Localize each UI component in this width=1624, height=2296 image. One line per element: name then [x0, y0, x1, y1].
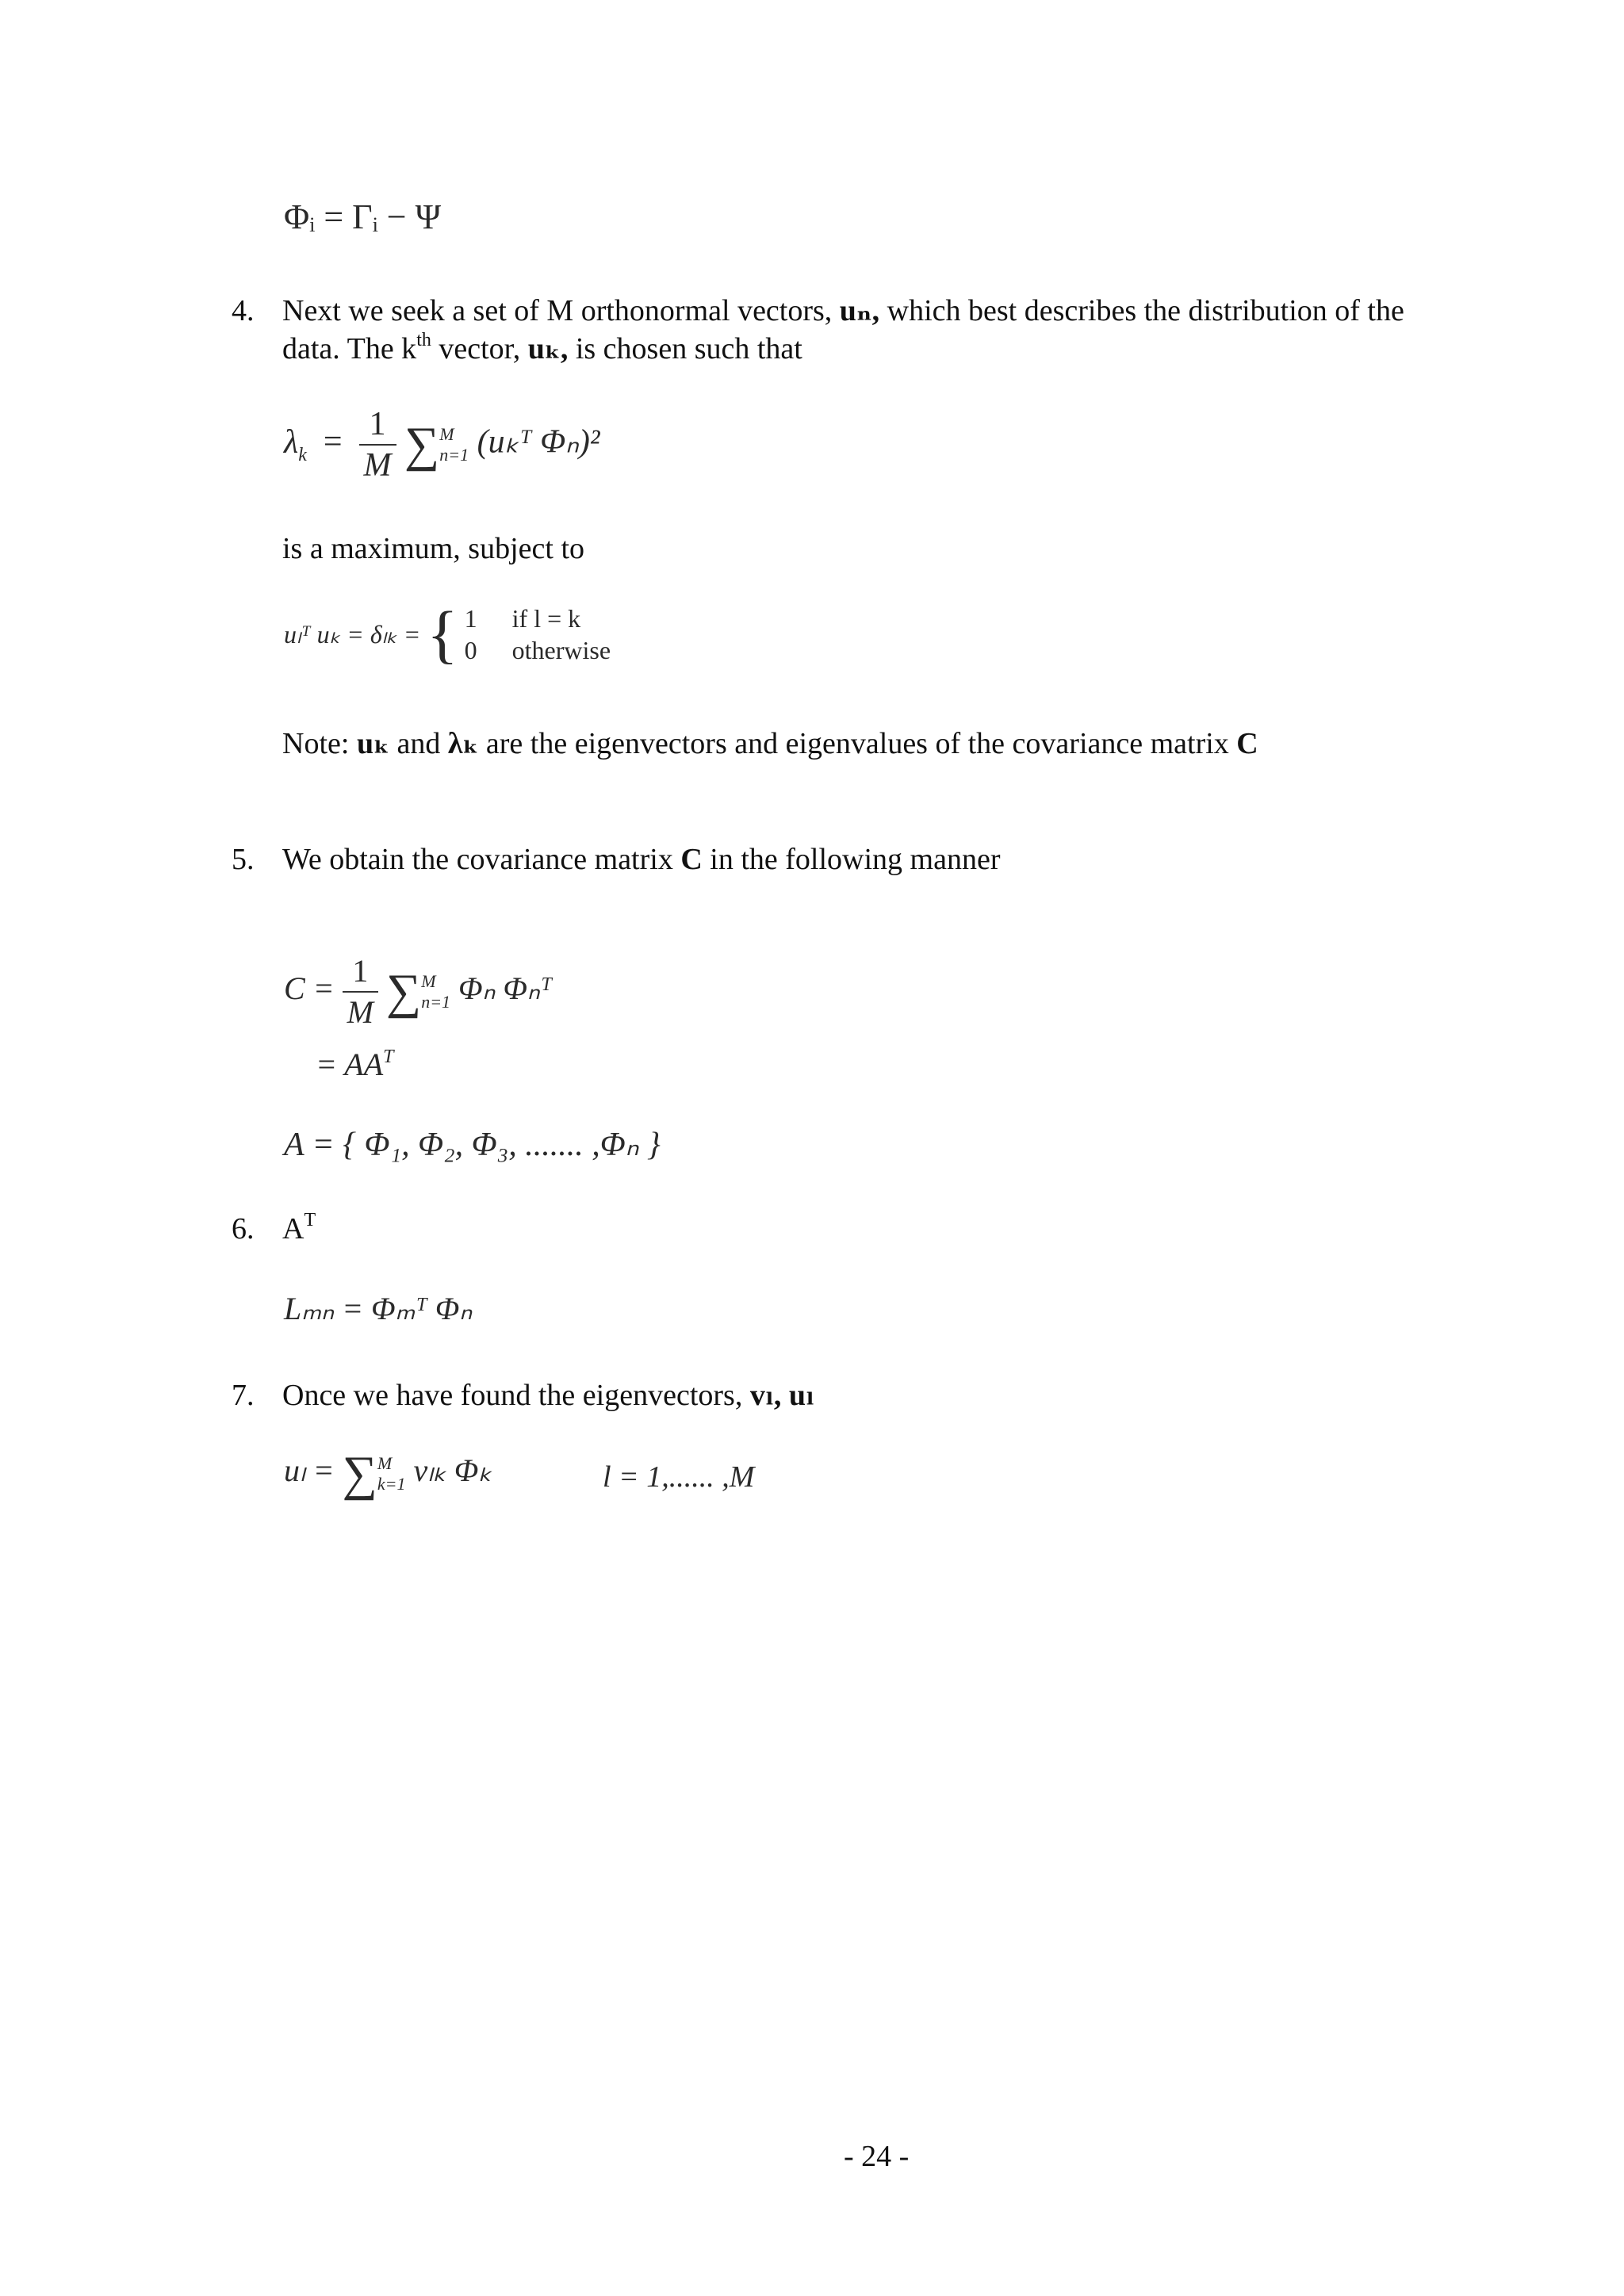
text-run: Note:	[282, 727, 357, 760]
equation-lambda	[284, 404, 599, 485]
list-number: 4.	[232, 294, 255, 327]
item-5-number	[232, 840, 255, 878]
text-run: A	[282, 1212, 304, 1246]
item-6-number	[232, 1210, 255, 1248]
text-run: Once we have found the eigenvectors,	[282, 1379, 750, 1412]
bold-lambda-k: λₖ	[447, 727, 479, 760]
fraction-one-over-m	[359, 404, 396, 485]
item-7-number	[232, 1376, 255, 1414]
sum-lower: n=1	[421, 992, 451, 1012]
c-body: Φₙ Φₙᵀ	[458, 970, 553, 1007]
text-run: Next we seek a set of M orthonormal vectors,	[282, 294, 840, 327]
bold-C: C	[1236, 727, 1258, 760]
page-number-text: - 24 -	[844, 2140, 910, 2173]
lambda-subscript: k	[298, 444, 307, 465]
list-number: 6.	[232, 1212, 255, 1246]
sum-sign: ∑	[342, 1446, 377, 1501]
item-4-maximum-line	[282, 530, 584, 568]
sum-lower: n=1	[439, 445, 469, 465]
cases	[465, 603, 611, 666]
sum-limits	[439, 424, 469, 465]
case-1	[465, 603, 611, 634]
bold-uk: uₖ	[356, 727, 389, 760]
item-6-line	[282, 1210, 316, 1252]
text-run: is a maximum, subject to	[282, 532, 585, 565]
item-5-line	[282, 840, 1001, 878]
text-run: data. The k	[282, 332, 417, 365]
bold-C: C	[680, 843, 703, 876]
ortho-lhs: uₗᵀ uₖ = δₗₖ =	[284, 620, 421, 649]
sum-sign: ∑	[404, 418, 440, 472]
superscript: th	[416, 330, 431, 350]
u-range: l = 1,...... ,M	[603, 1460, 755, 1494]
bold-uk: uₖ,	[527, 332, 569, 365]
lambda-symbol: λ	[284, 423, 299, 461]
superscript: T	[304, 1210, 316, 1230]
c-line2-sup: T	[383, 1047, 394, 1067]
note-line	[282, 725, 1258, 763]
fraction-numerator: 1	[343, 951, 378, 993]
case-2-value: 0	[464, 636, 477, 664]
page-number	[844, 2137, 909, 2175]
u-lhs: uₗ =	[284, 1452, 335, 1488]
left-brace: {	[427, 598, 458, 670]
equation-phi-definition	[284, 197, 441, 237]
sum-upper: M	[439, 424, 454, 444]
text-run: vector,	[431, 332, 528, 365]
sum-sign: ∑	[386, 965, 422, 1019]
l-def: Lₘₙ = Φₘᵀ Φₙ	[284, 1291, 473, 1326]
case-2-condition: otherwise	[511, 636, 611, 664]
case-1-value: 1	[464, 604, 477, 633]
fraction-numerator: 1	[359, 404, 396, 446]
equation-covariance	[284, 951, 552, 1032]
list-number: 7.	[232, 1379, 255, 1412]
c-lhs: C =	[284, 970, 335, 1007]
lambda-body: (uₖᵀ Φₙ)²	[477, 423, 600, 461]
text-run: We obtain the covariance matrix	[282, 843, 681, 876]
u-body: vₗₖ Φₖ	[413, 1452, 492, 1488]
equation-u-range	[603, 1457, 754, 1497]
sum-limits	[377, 1453, 406, 1494]
equals-sign: =	[315, 423, 351, 461]
fraction-denominator: M	[347, 994, 373, 1030]
c-line2: = AA	[316, 1047, 384, 1082]
fraction-denominator: M	[363, 447, 392, 484]
equation-text: Φᵢ = Γᵢ − Ψ	[284, 197, 442, 236]
a-def: A = { Φ₁, Φ₂, Φ₃, ....... ,Φₙ }	[284, 1127, 661, 1163]
sum-upper: M	[421, 971, 436, 991]
equation-l-definition	[284, 1289, 472, 1329]
equation-covariance-line-2	[316, 1045, 394, 1089]
equation-a-definition	[284, 1124, 661, 1165]
item-7-line	[282, 1376, 814, 1414]
sum-upper: M	[377, 1452, 393, 1473]
case-1-condition: if l = k	[511, 604, 581, 633]
bold-un: uₙ,	[839, 294, 880, 327]
text-run: and	[389, 727, 448, 760]
item-4-line-1	[282, 292, 1404, 330]
sum-lower: k=1	[377, 1473, 406, 1494]
fraction-one-over-m	[343, 951, 378, 1032]
list-number: 5.	[232, 843, 255, 876]
equation-u-l	[284, 1446, 492, 1501]
item-4-number	[232, 292, 255, 330]
case-2	[465, 634, 611, 666]
sum-limits	[421, 971, 450, 1012]
item-4-line-2	[282, 330, 802, 372]
text-run: is chosen such that	[568, 332, 802, 365]
bold-vl-ul: vₗ, uₗ	[749, 1379, 815, 1412]
text-run: in the following manner	[702, 843, 1001, 876]
equation-orthonormality	[284, 598, 611, 670]
text-run: which best describes the distribution of the	[879, 294, 1404, 327]
text-run: are the eigenvectors and eigenvalues of the covariance matrix	[478, 727, 1237, 760]
